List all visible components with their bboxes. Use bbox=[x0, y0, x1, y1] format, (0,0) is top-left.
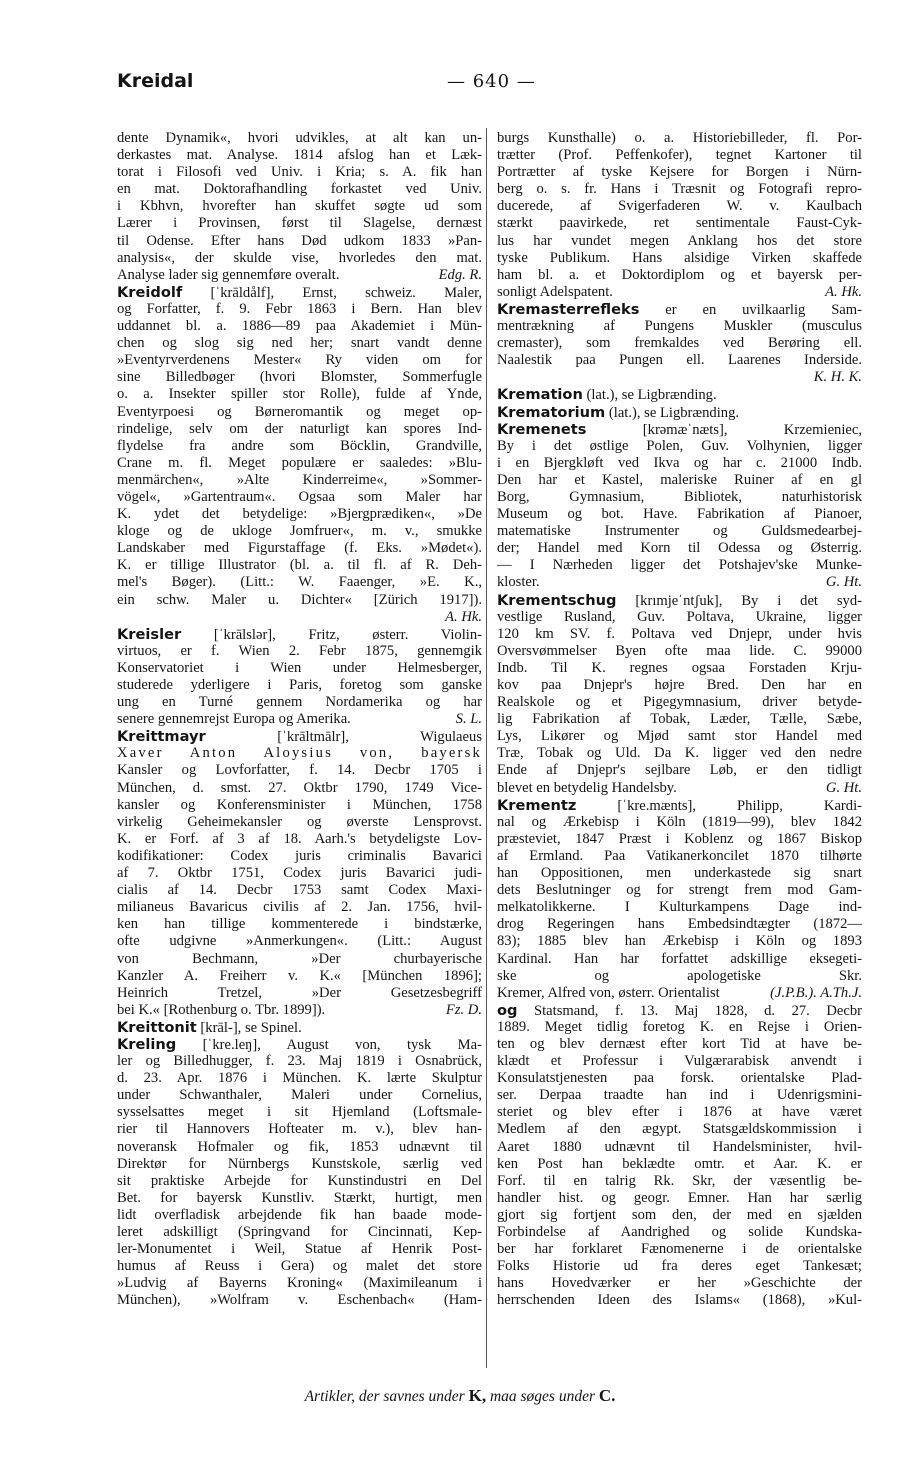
text-line: kloge og de ukloge Jomfruer«, m. v., smukke bbox=[117, 523, 482, 540]
text-line: stærkt paavirkede, ret sentimentale Faust-Cyk- bbox=[497, 215, 862, 232]
entry-krematorium: Krematorium (lat.), se Ligbrænding. bbox=[497, 403, 740, 421]
text-line: 120 km SV. f. Poltava ved Dnjepr, under hvis bbox=[497, 625, 862, 642]
text-line: i en Bjergkløft ved Ikva og har c. 21000 Indb. bbox=[497, 454, 862, 471]
text-line: blevet en betydelig Handelsby. G. Ht. bbox=[497, 779, 862, 796]
text-line: ein schw. Maler u. Dichter« [Zürich 1917]). bbox=[117, 591, 482, 608]
text-line: analysis«, der skulde vise, hvorledes den mat. bbox=[117, 249, 482, 266]
text-line: og Forfatter, f. 9. Febr 1863 i Bern. Han blev bbox=[117, 300, 482, 317]
author-signature: G. Ht. bbox=[825, 574, 862, 591]
text-line: sonligt Adelspatent. A. Hk. bbox=[497, 283, 862, 300]
column-divider bbox=[486, 128, 487, 1368]
text-line: handler hist. og geogr. Emner. Han har særlig bbox=[497, 1189, 862, 1206]
text-line: By i det østlige Polen, Guv. Volhynien, ligger bbox=[497, 437, 862, 454]
text-line: o. a. Insekter spiller stor Rolle), fulde af Ynde, bbox=[117, 386, 482, 403]
text-line: sit praktiske Arbejde for Kunstindustri en Del bbox=[117, 1172, 482, 1189]
header-title: Kreidal bbox=[117, 70, 194, 92]
text-line: Kardinal. Han har forfattet adskillige eksegeti- bbox=[497, 950, 862, 967]
author-signature: A. Hk. bbox=[445, 608, 482, 625]
footer-letter-c: C. bbox=[598, 1386, 616, 1405]
text-line: — I Nærheden ligger det Potshajev'ske Munke- bbox=[497, 557, 862, 574]
footer-letter-k: K, bbox=[468, 1386, 487, 1405]
text-line: Aaret 1880 udnævnt til Handelsminister, hvil- bbox=[497, 1138, 862, 1155]
text-line: ham bl. a. et Doktordiplom og et bayersk per- bbox=[497, 266, 862, 283]
text-line: Oversvømmelser Byen ofte maa lide. C. 99000 bbox=[497, 642, 862, 659]
text-line: virtuos, er f. Wien 2. Febr 1875, gennemgik bbox=[117, 642, 482, 659]
text-line: ler-Monumentet i Weil, Statue af Henrik Post- bbox=[117, 1241, 482, 1258]
text-line: Landskaber med Figurstaffage (f. Eks. »Mødet«). bbox=[117, 540, 482, 557]
text-line: Indb. Til K. regnes ogsaa Forstaden Krju- bbox=[497, 659, 862, 676]
author-signature: S. L. bbox=[455, 711, 482, 728]
text-line: »Ludvig af Bayerns Kroning« (Maximileanum i bbox=[117, 1275, 482, 1292]
text-line: lig Fabrikation af Tobak, Læder, Tælle, Sæbe, bbox=[497, 711, 862, 728]
text-line: K. er Forf. af 3 af 18. Aarh.'s betydeligste Lov- bbox=[117, 830, 482, 847]
text-line: ske og apologetiske Skr. bbox=[497, 967, 862, 984]
text-line: flydelse fra andre som Böcklin, Grandville, bbox=[117, 437, 482, 454]
text-line: gjort sig fortjent som den, der med en sjælden bbox=[497, 1206, 862, 1223]
text-line: under Schwanthaler, Maleri under Cornelius, bbox=[117, 1087, 482, 1104]
entry-kreittonit: Kreittonit [krāl-], se Spinel. bbox=[117, 1018, 302, 1036]
text-line: herrschenden Ideen des Islams« (1868), »Kul- bbox=[497, 1292, 862, 1309]
text-line: torat i Filosofi ved Univ. i Kria; s. A. fik han bbox=[117, 164, 482, 181]
text-line: nal og Ærkebisp i Köln (1819—99), blev 1842 bbox=[497, 813, 862, 830]
text-line: kov paa Dnjepr's højre Bred. Den har en bbox=[497, 677, 862, 693]
text-line: K. ydet det betydelige: »Bjergprædiken«, »De bbox=[117, 506, 482, 523]
text-line: Kremer, Alfred von, østerr. Orientalist (J.P.B.). A.Th.J. bbox=[497, 984, 862, 1001]
running-header bbox=[112, 70, 876, 102]
text-line: virkelig Geheimekansler og øverste Lensprovst. bbox=[117, 813, 482, 830]
author-signature: G. Ht. bbox=[825, 779, 862, 796]
text-line: Portrætter af tyske Kejsere for Borgen i Nürn- bbox=[497, 164, 862, 181]
text-line: Folks Historie ud fra deres eget Tankesæt; bbox=[497, 1258, 862, 1275]
page-number: — 640 — bbox=[447, 71, 536, 92]
text-line: mel's Bøger). (Litt.: W. Faaenger, »E. K., bbox=[117, 574, 482, 591]
text-line: drog Regeringen hans Embedsindtægter (1872— bbox=[497, 916, 862, 933]
footer-middle: maa søges under bbox=[489, 1388, 596, 1405]
text-line: Den har et Kastel, maleriske Ruiner af en gl bbox=[497, 471, 862, 488]
entry-kreidolf: Kreidolf [ˈkrāldålf], Ernst, schweiz. Maler, bbox=[117, 283, 482, 301]
text-line: af 7. Oktbr 1751, Codex juris Bavarici judi- bbox=[117, 865, 482, 882]
text-line: Direktør for Nürnbergs Kunstskole, særlig ved bbox=[117, 1155, 482, 1172]
text-line: i Kbhvn, hvorefter han skuffet søgte ud som bbox=[117, 198, 482, 215]
text-line: Træ, Tobak og Uld. Da K. ligger ved den nedre bbox=[497, 745, 862, 762]
left-column bbox=[117, 130, 482, 1309]
text-line: Kanzler A. Freiherr v. K.« [München 1896]; bbox=[117, 967, 482, 984]
text-line: Ende af Dnjepr's sejlbare Løb, er den tidligt bbox=[497, 762, 862, 779]
text-line: lidt overfladisk arbejdende fik han baade mode- bbox=[117, 1206, 482, 1223]
text-line: præsteviet, 1847 Præst i Koblenz og 1867 Biskop bbox=[497, 830, 862, 847]
text-line: kloster. G. Ht. bbox=[497, 574, 862, 591]
text-line: Forbindelse af Aandrighed og solide Kundska- bbox=[497, 1224, 862, 1240]
text-line: Lærer i Provinsen, først til Slagelse, dernæst bbox=[117, 215, 482, 232]
text-line: rier til Hannovers Hofteater m. v.), blev han- bbox=[117, 1121, 482, 1138]
entry-kreling: Kreling [ˈkre.leŋ], August von, tysk Ma- bbox=[117, 1035, 482, 1053]
text-line: menmärchen«, »Alte Kinderreime«, »Sommer- bbox=[117, 471, 482, 488]
entry-kremenets: Kremenets [krəmæˈnæts], Krzemieniec, bbox=[497, 420, 862, 438]
text-line: ten og blev dernæst efter kort Tid at have be- bbox=[497, 1035, 862, 1052]
text-line: ofte udgivne »Anmerkungen«. (Litt.: August bbox=[117, 933, 482, 950]
author-signature: (J.P.B.). A.Th.J. bbox=[770, 984, 862, 1001]
text-line: steriet og blev efter i 1876 at have været bbox=[497, 1104, 862, 1121]
text-line: milianeus Bavaricus civilis af 2. Jan. 1756, hvil- bbox=[117, 899, 482, 916]
text-line: München), »Wolfram v. Eschenbach« (Ham- bbox=[117, 1292, 482, 1309]
text-line: lus har vundet megen Anklang hos det store bbox=[497, 232, 862, 249]
text-line: sysselsattes meget i sit Hjemland (Loftsmale- bbox=[117, 1104, 482, 1121]
text-line: Forf. til en talrig Rk. Skr, der væsentlig be- bbox=[497, 1172, 862, 1189]
text-line: kansler og Konferensminister i München, 1758 bbox=[117, 796, 482, 813]
text-line: rindelige, selv om der naturligt kan spores Ind- bbox=[117, 420, 482, 437]
text-line: leret adskilligt (Springvand for Cincinnati, Kep- bbox=[117, 1224, 482, 1240]
text-line: von Bechmann, »Der churbayerische bbox=[117, 950, 482, 967]
text-line: 83); 1885 blev han Ærkebisp i Köln og 1893 bbox=[497, 933, 862, 950]
footer-prefix: Artikler, der savnes under bbox=[304, 1388, 465, 1405]
text-line: Naalestik paa Pungen ell. Laarenes Inderside. bbox=[497, 352, 862, 369]
text-line: 1889. Meget tidlig foretog K. en Rejse i Orien- bbox=[497, 1018, 862, 1035]
text-line: cremaster), som fremkaldes ved Berøring ell. bbox=[497, 335, 862, 352]
text-line: studerede yderligere i Paris, foretog som ganske bbox=[117, 677, 482, 693]
text-line: chen og slog sig ned her; snart vandt denne bbox=[117, 335, 482, 352]
text-line: af Ermland. Paa Vatikanerkoncilet 1870 tilhørte bbox=[497, 847, 862, 864]
text-line: vögel«, »Gartentraum«. Ogsaa som Maler har bbox=[117, 488, 482, 505]
text-line: d. 23. Apr. 1876 i München. K. lærte Skulptur bbox=[117, 1070, 482, 1087]
text-line: bei K.« [Rothenburg o. Tbr. 1899]). Fz. D. bbox=[117, 1001, 482, 1018]
entry-krementschug: Krementschug [krımjeˈntʃuk], By i det syd- bbox=[497, 591, 862, 609]
text-line: berg o. s. fr. Hans i Træsnit og Fotografi repro- bbox=[497, 181, 862, 198]
text-line: tyske Publikum. Hans alsidige Virken skaffede bbox=[497, 249, 862, 266]
text-line: ducerede, af Svigerfaderen W. v. Kaulbach bbox=[497, 198, 862, 215]
text-line: dente Dynamik«, hvori udvikles, at alt kan un- bbox=[117, 130, 482, 146]
text-line: melkatolikkerne. I Kulturkampens Dage ind- bbox=[497, 899, 862, 916]
entry-kreittmayr: Kreittmayr [ˈkrāltmālr], Wigulaeus bbox=[117, 728, 482, 746]
text-line: han Oppositionen, men underkastede sig snart bbox=[497, 865, 862, 882]
author-signature: K. H. K. bbox=[813, 369, 862, 386]
text-line: »Eventyrverdenens Mester« Ry viden om for bbox=[117, 352, 482, 369]
text-line: ber har forklaret Fænomenerne i de orientalske bbox=[497, 1241, 862, 1258]
footer-note bbox=[0, 1386, 920, 1406]
text-line: trætter (Prof. Peffenkofer), tegnet Kartoner til bbox=[497, 147, 862, 164]
text-line: hans Hovedværker er her »Geschichte der bbox=[497, 1275, 862, 1292]
text-line: Borg, Gymnasium, Bibliotek, naturhistorisk bbox=[497, 488, 862, 505]
text-line: Realskole og et Pigegymnasium, driver betyde- bbox=[497, 694, 862, 711]
text-line: uddannet bl. a. 1886—89 paa Akademiet i Mün- bbox=[117, 318, 482, 335]
text-line: til Odense. Efter hans Død udkom 1833 »Pan- bbox=[117, 232, 482, 249]
text-line: klædt et Professur i Vulgærarabisk anvendt i bbox=[497, 1053, 862, 1070]
text-line: sine Billedbøger (hvori Blomster, Sommerfugle bbox=[117, 369, 482, 386]
text-line: München, d. smst. 27. Oktbr 1790, 1749 Vice- bbox=[117, 779, 482, 796]
text-line: Heinrich Tretzel, »Der Gesetzesbegriff bbox=[117, 984, 482, 1001]
text-line: dets Beslutninger og for strengt frem mod Gam- bbox=[497, 882, 862, 899]
text-line: ken Post han beklædte omtr. et Aar. K. er bbox=[497, 1155, 862, 1172]
author-signature: A. Hk. bbox=[825, 283, 862, 300]
text-line: ser. Derpaa traadte han ind i Udenrigsmini- bbox=[497, 1087, 862, 1104]
entry-kremer: og Statsmand, f. 13. Maj 1828, d. 27. Decbr bbox=[497, 1001, 862, 1019]
entry-kreisler: Kreisler [ˈkrālslər], Fritz, østerr. Violin- bbox=[117, 625, 482, 643]
text-line: ung en Turné gennem Nordamerika og har bbox=[117, 694, 482, 711]
text-line: ler og Billedhugger, f. 23. Maj 1819 i Osnabrück, bbox=[117, 1053, 482, 1070]
text-line: Medlem af den ægypt. Statsgældskommission i bbox=[497, 1121, 862, 1138]
text-line: Kansler og Lovforfatter, f. 14. Decbr 1705 i bbox=[117, 762, 482, 779]
text-line: burgs Kunsthalle) o. a. Historiebilleder, fl. Por- bbox=[497, 130, 862, 146]
right-column bbox=[497, 130, 862, 1327]
entry-kremasterrefleks: Kremasterrefleks er en uvilkaarlig Sam- bbox=[497, 300, 862, 318]
author-signature: Edg. R. bbox=[438, 266, 482, 283]
text-line bbox=[497, 1309, 862, 1326]
text-line: Konservatoriet i Wien under Helmesberger, bbox=[117, 659, 482, 676]
author-signature: Fz. D. bbox=[445, 1001, 482, 1018]
text-line: vestlige Rusland, Guv. Poltava, Ukraine, ligger bbox=[497, 608, 862, 625]
text-line: kodifikationer: Codex juris criminalis Bavarici bbox=[117, 847, 482, 864]
entry-kremation: Kremation (lat.), se Ligbrænding. bbox=[497, 386, 717, 404]
text-line: senere gennemrejst Europa og Amerika. S. L. bbox=[117, 711, 482, 728]
text-line: ken han tillige kommenterede i bindstærke, bbox=[117, 916, 482, 933]
text-line: Museum og bot. Have. Fabrikation af Pianoer, bbox=[497, 506, 862, 523]
text-line: Lys, Likører og Mjød samt stor Handel med bbox=[497, 728, 862, 745]
text-line: Bet. for bayersk Kunstliv. Stærkt, hurtigt, men bbox=[117, 1189, 482, 1206]
text-line: en mat. Doktorafhandling forkastet ved Univ. bbox=[117, 181, 482, 198]
text-line: der; Handel med Korn til Odessa og Østerrig. bbox=[497, 540, 862, 557]
text-line: Crane m. fl. Meget populære er saaledes: »Blu- bbox=[117, 454, 482, 471]
text-line: noveransk Hofmaler og fik, 1853 udnævnt til bbox=[117, 1138, 482, 1155]
text-line: matematiske Instrumenter og Guldsmedearbej- bbox=[497, 523, 862, 540]
text-line: Xaver Anton Aloysius von, bayersk bbox=[117, 745, 482, 762]
text-line: Eventyrpoesi og Børneromantik og meget op- bbox=[117, 403, 482, 420]
text-line: K. er tillige Illustrator (bl. a. til fl. af R. Deh- bbox=[117, 557, 482, 574]
text-line: mentrækning af Pungens Muskler (musculus bbox=[497, 318, 862, 335]
text-line: Analyse lader sig gennemføre overalt. Edg. R. bbox=[117, 266, 482, 283]
text-line: humus af Reuss i Gera) og malet det store bbox=[117, 1258, 482, 1275]
text-line: cialis af 14. Decbr 1753 samt Codex Maxi- bbox=[117, 882, 482, 899]
text-line: Konsulatstjenesten paa forsk. orientalske Plad- bbox=[497, 1070, 862, 1087]
text-line: derkastes mat. Analyse. 1814 afslog han et Læk- bbox=[117, 147, 482, 164]
entry-krementz: Krementz [ˈkre.mænts], Philipp, Kardi- bbox=[497, 796, 862, 814]
